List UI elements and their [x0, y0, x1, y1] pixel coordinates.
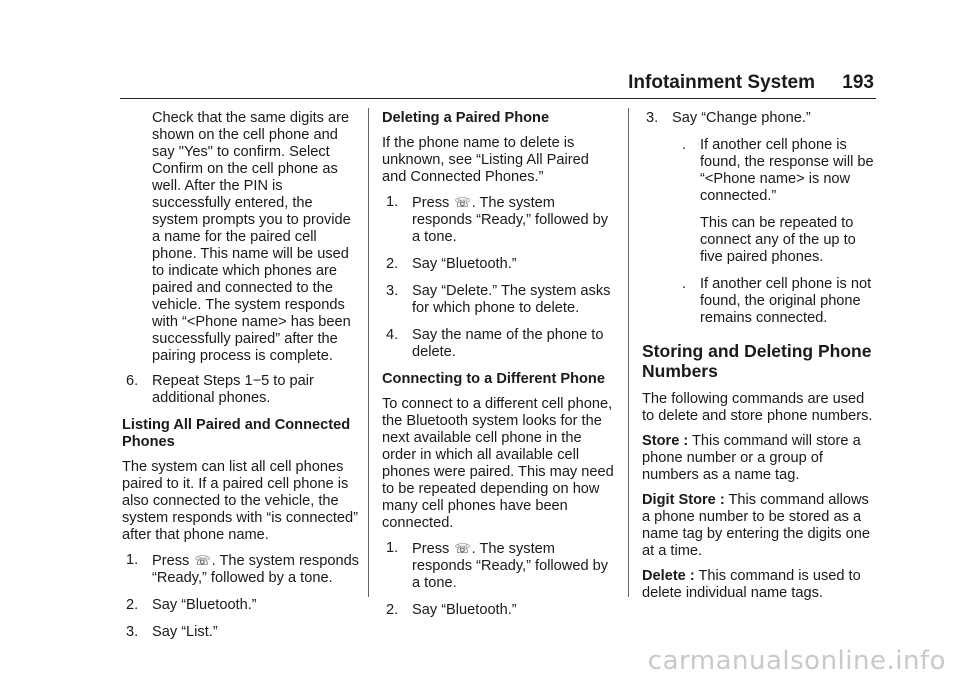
list-step-3	[122, 624, 362, 641]
phone-icon: ☏	[454, 195, 471, 210]
step-number: 4.	[386, 327, 399, 343]
step-text: Say “Bluetooth.”	[412, 602, 517, 618]
bullet-text: If another cell phone is not found, the original phone remains connected.	[700, 276, 872, 326]
step-number: 1.	[126, 552, 139, 568]
section-title: Infotainment System	[628, 72, 815, 93]
step-text: Press ☏. The system responds “Ready,” followed by a tone.	[412, 195, 609, 245]
step-6	[122, 373, 362, 407]
deleting-paragraph: If the phone name to delete is unknown, see “Listing All Paired and Connected Phones.”	[382, 135, 589, 185]
delete-step-3	[382, 283, 614, 317]
step-text: Say the name of the phone to delete.	[412, 327, 604, 360]
column-divider-1	[368, 108, 369, 597]
list-step-2	[122, 597, 362, 614]
connect-step-1	[382, 540, 614, 592]
column-2	[382, 110, 614, 629]
deleting-heading: Deleting a Paired Phone	[382, 110, 550, 126]
storing-paragraph: The following commands are used to delete and store phone numbers.	[642, 391, 873, 424]
delete-step-2	[382, 256, 614, 273]
delete-label: Delete :	[642, 568, 695, 584]
connecting-paragraph: To connect to a different cell phone, the Bluetooth system looks for the next available cell phone in the order in which all available cell phones were paired. This may need to be repeated depending on how many cell phones have been connected.	[382, 396, 614, 531]
phone-icon: ☏	[194, 553, 211, 568]
store-label: Store :	[642, 433, 689, 449]
delete-command: Delete : This command is used to delete individual name tags.	[642, 568, 861, 601]
watermark: carmanualsonline.info	[647, 646, 946, 676]
connect-step-2	[382, 602, 614, 619]
step-number: 1.	[386, 540, 399, 556]
step-number: 2.	[126, 597, 139, 613]
page-number: 193	[842, 72, 874, 93]
step-number: 3.	[386, 283, 399, 299]
listing-paragraph: The system can list all cell phones paired to it. If a paired cell phone is also connected to the vehicle, the system responds with “is connected” after that phone name.	[122, 459, 359, 543]
phone-icon: ☏	[454, 541, 471, 556]
list-step-1	[122, 552, 362, 587]
storing-deleting-heading: Storing and Deleting Phone Numbers	[642, 341, 872, 381]
step-number: 3.	[646, 110, 659, 126]
connect-step-3	[642, 110, 878, 127]
step-number: 6.	[126, 373, 139, 389]
column-1	[122, 110, 362, 651]
pin-confirm-paragraph: Check that the same digits are shown on the cell phone and say "Yes" to confirm. Select Confirm on the cell phone as well. After the PIN is successfully entered, the system prompts you to provide a name for the paired cell phone. This name will be used to indicate which phones are paired and connected to the vehicle. The system responds with “<Phone name> has been successfully paired” after the pairing process is complete.	[152, 110, 351, 364]
header-rule	[120, 98, 876, 99]
step-text: Press ☏. The system responds “Ready,” followed by a tone.	[152, 553, 359, 586]
bullet-found	[642, 137, 878, 205]
delete-step-1	[382, 194, 614, 246]
step-number: 3.	[126, 624, 139, 640]
column-divider-2	[628, 108, 629, 597]
store-command: Store : This command will store a phone number or a group of numbers as a name tag.	[642, 433, 861, 483]
bullet-continuation: This can be repeated to connect any of the up to five paired phones.	[700, 215, 856, 265]
step-number: 2.	[386, 256, 399, 272]
digit-store-label: Digit Store :	[642, 492, 725, 508]
listing-heading: Listing All Paired and Connected Phones	[122, 417, 351, 450]
delete-step-4	[382, 327, 614, 361]
column-3	[642, 110, 878, 610]
bullet-text: If another cell phone is found, the response will be “<Phone name> is now connected.”	[700, 137, 874, 204]
step-text: Say “Delete.” The system asks for which phone to delete.	[412, 283, 611, 316]
step-number: 2.	[386, 602, 399, 618]
step-text: Say “Bluetooth.”	[412, 256, 517, 272]
step-text: Say “Bluetooth.”	[152, 597, 257, 613]
step-text: Press ☏. The system responds “Ready,” followed by a tone.	[412, 541, 609, 591]
bullet-mark: .	[682, 137, 687, 153]
step-number: 1.	[386, 194, 399, 210]
step-text: Say “Change phone.”	[672, 110, 811, 126]
step-text: Say “List.”	[152, 624, 218, 640]
digit-store-command: Digit Store : This command allows a phone number to be stored as a name tag by entering the digits one at a time.	[642, 492, 870, 559]
connecting-heading: Connecting to a Different Phone	[382, 371, 605, 387]
bullet-mark: .	[682, 276, 687, 292]
bullet-not-found	[642, 276, 878, 327]
step-text: Repeat Steps 1−5 to pair additional phones.	[152, 373, 314, 406]
